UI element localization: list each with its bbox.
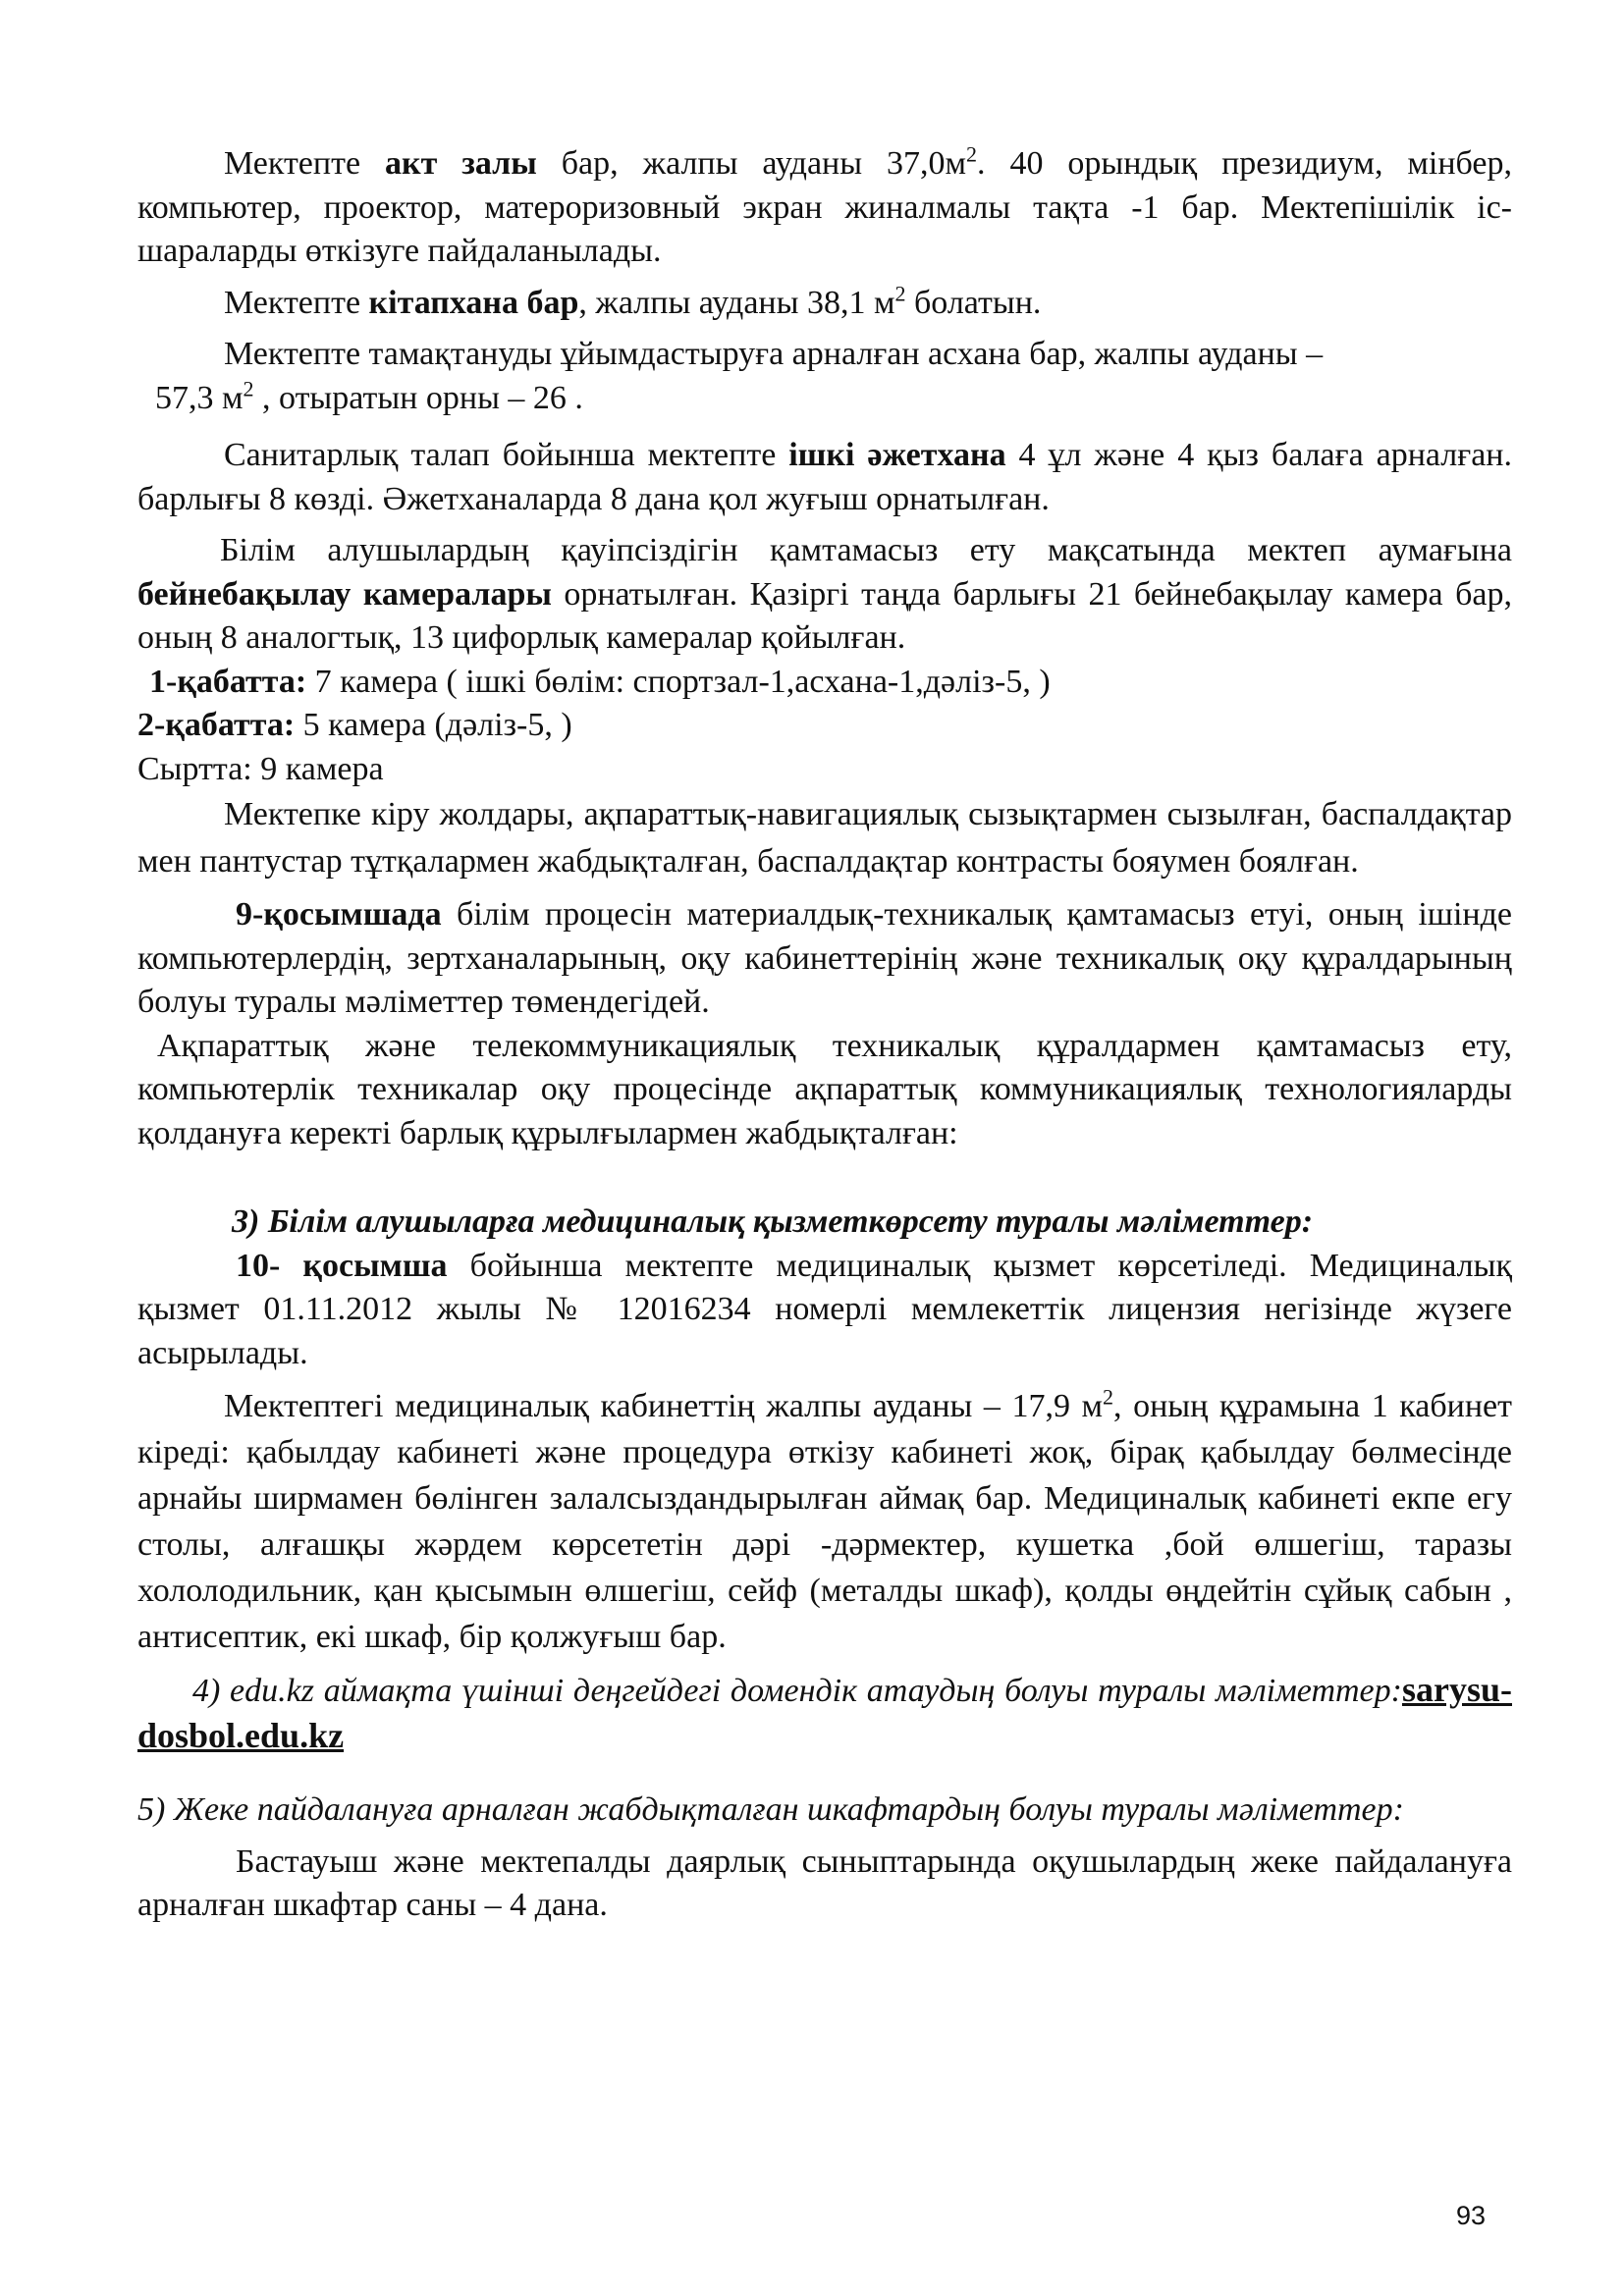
text: , оның құрамына 1 кабинет кіреді: қабылдау кабинеті және процедура өткізу кабинеті жоқ, бірақ қабылдау бөлмесінде арнайы ширмамен бөлінген залалсыздандырылған аймақ бар. Медициналық кабинеті екпе егу столы, алғашқы жәрдем көрсететін дәрі -дәрмектер, кушетка ,бой өлшегіш, таразы хололодильник, қан қысымын өлшегіш, сейф (металды шкаф), қолды өңдейтін сұйық сабын , антисептик, екі шкаф, бір қолжуғыш бар.: [137, 1388, 1512, 1655]
text: Мектепте: [224, 284, 369, 321]
outside-line: Сыртта: 9 камера: [137, 750, 384, 787]
superscript: 2: [966, 141, 978, 167]
superscript: 2: [1103, 1384, 1114, 1410]
bold-term: акт залы: [384, 145, 537, 182]
superscript: 2: [894, 281, 906, 306]
text: бойынша мектепте медициналық қызмет көрсетіледі. Медициналық қызмет 01.11.2012 жылы № 12016234 номерлі мемлекеттік лицензия негізінде жүзеге асырылады.: [137, 1247, 1512, 1371]
floor-1-line: [137, 661, 1512, 705]
superscript: 2: [243, 376, 254, 401]
toilet-paragraph: [137, 434, 1512, 521]
cctv-paragraph: [137, 529, 1512, 661]
medical-cabinet-paragraph: [137, 1383, 1512, 1660]
appendix-10-paragraph: [137, 1245, 1512, 1376]
text: , отыратын орны – 26 .: [253, 379, 583, 416]
text: Санитарлық талап бойынша мектепте: [224, 437, 789, 473]
text: білім процесін материалдық-техникалық қамтамасыз етуі, оның ішінде компьютерлердің, зертханаларының, оқу кабинеттерінің және техникалық оқу құралдарының болуы туралы мәліметтер төмендегідей.: [137, 896, 1512, 1020]
assembly-hall-paragraph: [137, 142, 1512, 274]
page-number: 93: [1456, 2201, 1487, 2230]
bold-term: 9-қосымшада: [236, 896, 442, 933]
text: болатын.: [905, 284, 1042, 321]
bold-term: ішкі әжетхана: [788, 437, 1006, 473]
text: . 40 орындық президиум, мінбер, компьютер, проектор, матероризовный экран жиналмалы тақта -1 бар. Мектепішілік іс-шараларды өткізуге пайдаланылады.: [137, 145, 1512, 269]
section-5-heading: 5) Жеке пайдалануға арналған жабдықталған шкафтардың болуы туралы мәліметтер:: [137, 1791, 1404, 1828]
canteen-paragraph: [137, 333, 1512, 420]
text: Мектепте: [224, 145, 385, 182]
bold-term: 10- қосымша: [236, 1247, 448, 1284]
text: 5 камера (дәліз-5, ): [295, 707, 572, 743]
text: Мектепте тамақтануды ұйымдастыруға арналған асхана бар, жалпы ауданы –: [224, 336, 1324, 372]
text: 4 ұл және 4 қыз балаға арналған. барлығы 8 көзді. Әжетханаларда 8 дана қол жуғыш орнатылған.: [137, 437, 1513, 517]
library-paragraph: [137, 282, 1512, 326]
floor-label: 2-қабатта:: [137, 707, 296, 743]
text: 4) edu.kz аймақта үшінші деңгейдегі домендік атаудың болуы туралы мәліметтер:: [192, 1673, 1402, 1709]
entrance-paragraph: Мектепке кіру жолдары, ақпараттық-навигациялық сызықтармен сызылған, баспалдақтар мен пантустар тұтқалармен жабдықталған, баспалдақтар контрасты бояумен боялған.: [137, 796, 1512, 880]
text: орнатылған. Қазіргі таңда барлығы 21 бейнебақылау камера бар, оның 8 аналогтық, 13 цифорлық камералар қойылған.: [137, 575, 1512, 656]
text: 7 камера ( ішкі бөлім: спортзал-1,асхана-1,дәліз-5, ): [306, 663, 1051, 700]
canteen-line-2: [137, 377, 1512, 421]
document-page: [137, 142, 1512, 1928]
school-domain-link[interactable]: sarysu-dosbol.edu.kz: [137, 1670, 1512, 1755]
lockers-paragraph: Бастауыш және мектепалды даярлық сыныптарында оқушылардың жеке пайдалануға арналған шкафтар саны – 4 дана.: [137, 1842, 1512, 1923]
floor-label: 1-қабатта:: [149, 663, 307, 700]
text: , жалпы ауданы 38,1 м: [578, 284, 895, 321]
bold-term: кітапхана бар: [368, 284, 579, 321]
section-4-heading: [137, 1668, 1512, 1759]
section-3-heading: 3) Білім алушыларға медициналық қызметкөрсету туралы мәліметтер:: [232, 1203, 1314, 1240]
text: бар, жалпы ауданы 37,0м: [536, 145, 967, 182]
text: 57,3 м: [155, 379, 244, 416]
floor-2-line: [137, 704, 1512, 748]
ict-paragraph: Ақпараттық және телекоммуникациялық техникалық құралдармен қамтамасыз ету, компьютерлік техникалар оқу процесінде ақпараттық коммуникациялық технологияларды қолдануға керекті барлық құрылғылармен жабдықталған:: [137, 1027, 1512, 1151]
appendix-9-paragraph: [137, 893, 1512, 1025]
text: Мектептегі медициналық кабинеттің жалпы ауданы – 17,9 м: [224, 1388, 1104, 1424]
text: Білім алушылардың қауіпсіздігін қамтамасыз ету мақсатында мектеп аумағына: [220, 532, 1512, 568]
bold-term: бейнебақылау камералары: [137, 575, 552, 613]
